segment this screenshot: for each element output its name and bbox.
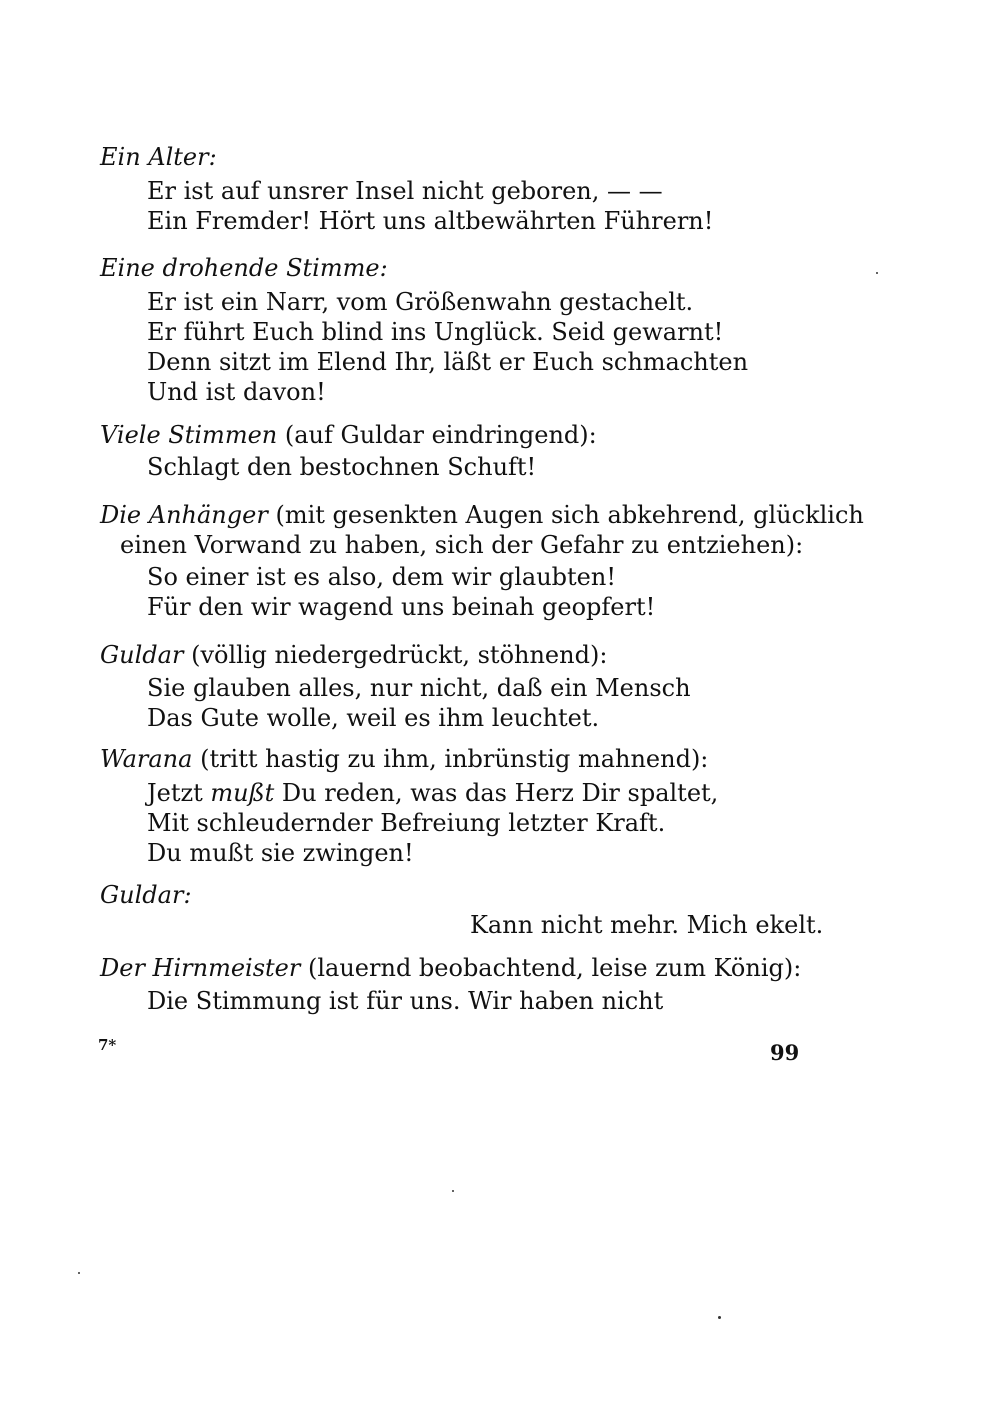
verse-line: Die Stimmung ist für uns. Wir haben nicht xyxy=(147,987,664,1015)
scan-speck xyxy=(452,1190,454,1192)
speaker-name: Guldar xyxy=(100,641,184,669)
speaker-line xyxy=(100,744,708,774)
verse-line: Und ist davon! xyxy=(147,378,326,406)
stage-direction: (völlig niedergedrückt, stöhnend): xyxy=(191,641,608,669)
speaker-name: Viele Stimmen xyxy=(100,421,278,449)
stage-direction: (lauernd beobachtend, leise zum König): xyxy=(308,954,802,982)
verse-text: Jetzt xyxy=(147,779,211,807)
verse-line: Für den wir wagend uns beinah geopfert! xyxy=(147,593,656,621)
verse-line: Er ist ein Narr, vom Größenwahn gestachelt. xyxy=(147,288,694,316)
verse-line: Er ist auf unsrer Insel nicht geboren, — — xyxy=(147,177,663,205)
scan-speck xyxy=(718,1316,721,1319)
verse-text: Du reden, was das Herz Dir spaltet, xyxy=(274,779,719,807)
verse-line xyxy=(147,778,718,808)
speaker-line xyxy=(100,953,801,983)
speaker-name: Ein Alter: xyxy=(100,143,217,171)
verse-line: Denn sitzt im Elend Ihr, läßt er Euch schmachten xyxy=(147,348,749,376)
stage-direction: (tritt hastig zu ihm, inbrünstig mahnend): xyxy=(200,745,709,773)
speaker-line xyxy=(100,500,864,530)
stage-direction: (auf Guldar eindringend): xyxy=(284,421,597,449)
scan-speck xyxy=(78,1272,80,1274)
speaker-name: Guldar: xyxy=(100,881,192,909)
verse-line: Schlagt den bestochnen Schuft! xyxy=(147,453,537,481)
verse-line: Mit schleudernder Befreiung letzter Kraft. xyxy=(147,809,666,837)
verse-line: Sie glauben alles, nur nicht, daß ein Mensch xyxy=(147,674,691,702)
page-number: 99 xyxy=(770,1040,800,1065)
verse-line: Das Gute wolle, weil es ihm leuchtet. xyxy=(147,704,600,732)
speaker-name: Der Hirnmeister xyxy=(100,954,301,982)
emphasis: mußt xyxy=(210,779,275,807)
stage-direction-continued: einen Vorwand zu haben, sich der Gefahr zu entziehen): xyxy=(120,531,804,559)
scan-speck xyxy=(876,272,878,274)
speaker-name: Warana xyxy=(100,745,193,773)
printer-signature: 7* xyxy=(98,1036,117,1054)
verse-line: Du mußt sie zwingen! xyxy=(147,839,414,867)
speaker-name: Eine drohende Stimme: xyxy=(100,254,388,282)
stage-direction: (mit gesenkten Augen sich abkehrend, glücklich xyxy=(275,501,864,529)
speaker-line xyxy=(100,420,597,450)
verse-line: Er führt Euch blind ins Unglück. Seid gewarnt! xyxy=(147,318,724,346)
speaker-line xyxy=(100,640,607,670)
speaker-name: Die Anhänger xyxy=(100,501,268,529)
verse-line: Kann nicht mehr. Mich ekelt. xyxy=(470,911,824,939)
verse-line: So einer ist es also, dem wir glaubten! xyxy=(147,563,616,591)
verse-line: Ein Fremder! Hört uns altbewährten Führern! xyxy=(147,207,714,235)
